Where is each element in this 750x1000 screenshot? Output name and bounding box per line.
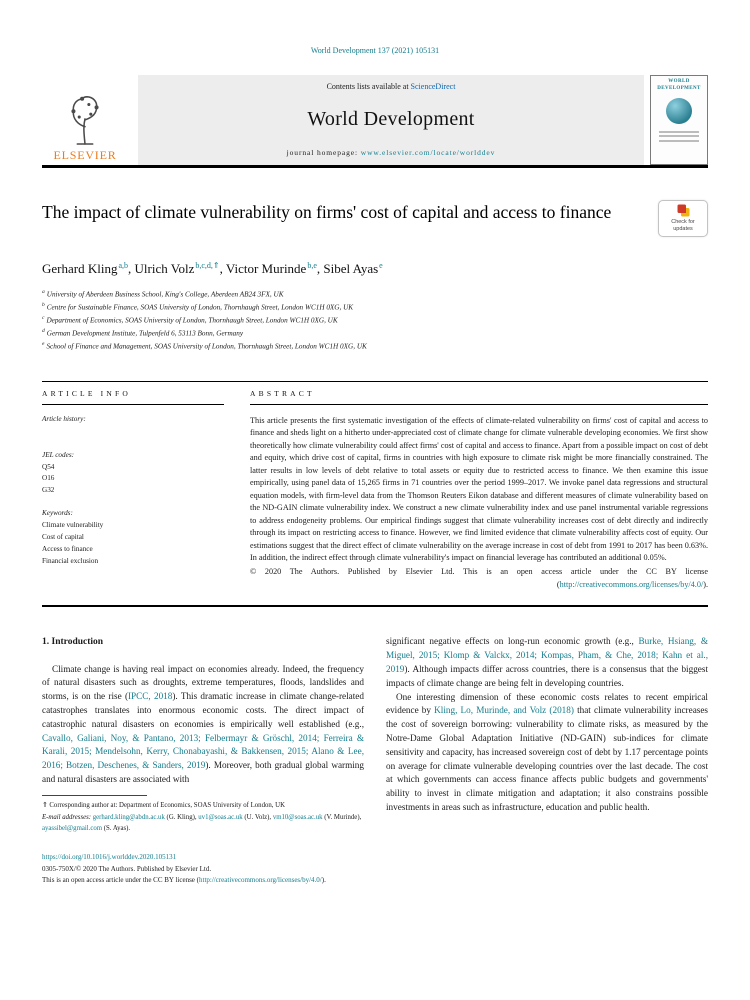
text-segment: One interesting dimension of these economic costs relates to recent empirical evidence by bbox=[386, 691, 708, 716]
jel-code: G32 bbox=[42, 486, 55, 495]
author-separator: , bbox=[128, 261, 135, 277]
author-affiliation-sup[interactable]: e bbox=[379, 261, 383, 270]
article-title: The impact of climate vulnerability on firms' cost of capital and access to finance bbox=[42, 202, 612, 222]
author-separator: , bbox=[219, 261, 226, 277]
affiliation-text: Department of Economics, SOAS University of London, Thornhaugh Street, London WC1H 0XG, UK bbox=[46, 316, 338, 325]
citation-link[interactable]: IPCC, 2018 bbox=[128, 691, 173, 702]
info-abstract-section bbox=[42, 381, 708, 592]
affiliation-text: German Development Institute, Tulpenfeld 6, 53113 Bonn, Germany bbox=[46, 329, 244, 338]
journal-title: World Development bbox=[307, 108, 475, 130]
body-columns bbox=[42, 635, 708, 836]
article-history-label: Article history: bbox=[42, 414, 86, 423]
affiliation-text: School of Finance and Management, SOAS University of London, Thornhaugh Street, London WC1H 0XG, UK bbox=[46, 342, 367, 351]
author-affiliation-sup[interactable]: b,c,d,⇑ bbox=[195, 261, 220, 270]
citation-link[interactable]: Kling, Lo, Murinde, and Volz (2018) bbox=[434, 705, 574, 716]
text-segment: significant negative effects on long-run economic growth (e.g., bbox=[386, 636, 639, 647]
email-link[interactable]: gerhard.kling@abdn.ac.uk bbox=[92, 814, 165, 822]
text-segment: (S. Ayas). bbox=[102, 824, 131, 832]
license-line bbox=[42, 875, 708, 886]
homepage-label: journal homepage: bbox=[286, 148, 361, 157]
author-separator: , bbox=[316, 261, 324, 277]
corresponding-author-note bbox=[42, 801, 364, 812]
sciencedirect-link[interactable]: ScienceDirect bbox=[410, 82, 456, 91]
citation-link[interactable]: Burke, Hsiang, & Miguel, 2015; Klomp & Valckx, 2014; Kompas, Pham, & Che, 2018; Kahn et al., 2019 bbox=[386, 636, 708, 675]
crossmark-icon bbox=[677, 204, 690, 217]
text-segment: (U. Volz), bbox=[242, 814, 273, 822]
email-link[interactable]: uv1@soas.ac.uk bbox=[198, 814, 243, 822]
keywords-label: Keywords: bbox=[42, 509, 73, 518]
affiliation-sup: a bbox=[42, 289, 45, 296]
affiliation-line bbox=[42, 301, 708, 314]
text-segment: (V. Murinde), bbox=[322, 814, 362, 822]
copyright-text: ). bbox=[703, 579, 708, 589]
text-segment: ). This dramatic increase in climate change-related catastrophes translates into enormous economic costs. The direct impact of catastrophic natural disasters on economies is empirically well established (e.g., bbox=[42, 691, 364, 729]
contents-line bbox=[146, 82, 636, 91]
abstract-copyright bbox=[250, 566, 708, 591]
jel-code: Q54 bbox=[42, 462, 55, 471]
issn-copyright-line: 0305-750X/© 2020 The Authors. Published by Elsevier Ltd. bbox=[42, 864, 212, 873]
author-affiliation-sup[interactable]: a,b bbox=[118, 261, 129, 270]
text-segment: This is an open access article under the CC BY license ( bbox=[42, 875, 199, 884]
elsevier-wordmark: ELSEVIER bbox=[53, 148, 117, 162]
cover-title: WORLD DEVELOPMENT bbox=[657, 79, 701, 91]
affiliation-sup: d bbox=[42, 328, 45, 335]
body-column-left bbox=[42, 635, 364, 836]
text-segment: (G. Kling), bbox=[164, 814, 199, 822]
body-column-right bbox=[386, 635, 708, 836]
affiliation-sup: e bbox=[42, 340, 45, 347]
text-segment: ). Moreover, both gradual global warming and natural disasters are associated with bbox=[42, 760, 364, 785]
license-link[interactable]: http://creativecommons.org/licenses/by/4.0/ bbox=[199, 875, 322, 884]
section-end-rule bbox=[42, 605, 708, 607]
author-name: Victor Murinde bbox=[225, 261, 307, 277]
abstract-text: This article presents the first systematic investigation of the effects of climate-related vulnerability on firms' cost of capital and access to finance and sheds light on a hitherto under-appreciated cost of climate change for climate vulnerable developing economies. We first show theoretically how climate vulnerability could affect firms' cost of capital and access to finance. Apart from a possible impact on cost of debt and equity, which drive cost of capital, firms in countries with high exposure to climate risk might be more financially constrained. The latter results in low levels of debt relative to total assets or equity due to restricted access to finance. We then examine this issue empirically, using panel data of 15,265 firms in 71 countries over the period 1999–2017. We invoke panel data regressions and structural equation models, with firm-level data from the Thomson Reuters Eikon database and different measures of climate vulnerability based on the ND-GAIN climate vulnerability index. We construct a new climate vulnerability index and use panel instrumental variable regressions to address endogeneity problems. Our empirical findings suggest that climate vulnerability increases cost of debt directly and indirectly through its impact on restricting access to finance. However, we find limited evidence that climate vulnerability affects cost of equity. Our estimations suggest that the direct effect of climate vulnerability on the average increase in cost of debt from 1991 to 2017 has been 0.63%. In addition, the indirect effect through climate vulnerability's impact on financial leverage has contributed an additional 0.05%. bbox=[250, 415, 708, 563]
elsevier-logo[interactable] bbox=[42, 75, 138, 165]
article-info-header: ARTICLE INFO bbox=[42, 382, 224, 405]
globe-icon bbox=[666, 98, 692, 124]
author bbox=[226, 261, 324, 276]
author bbox=[323, 261, 382, 276]
keyword: Climate vulnerability bbox=[42, 521, 104, 530]
affiliations bbox=[42, 288, 708, 353]
body-paragraph bbox=[42, 663, 364, 787]
author-name: Ulrich Volz bbox=[134, 261, 195, 277]
article-info-column bbox=[42, 382, 224, 592]
body-paragraph bbox=[386, 691, 708, 815]
doi-link[interactable]: https://doi.org/10.1016/j.worlddev.2020.105131 bbox=[42, 853, 177, 862]
homepage-link[interactable]: www.elsevier.com/locate/worlddev bbox=[360, 148, 496, 157]
header-center bbox=[138, 75, 644, 165]
affiliation-line bbox=[42, 327, 708, 340]
keyword: Financial exclusion bbox=[42, 556, 99, 565]
affiliation-sup: b bbox=[42, 302, 45, 309]
keyword: Access to finance bbox=[42, 544, 93, 553]
citation-link[interactable]: Cavallo, Galiani, Noy, & Pantano, 2013; Felbermayr & Gröschl, 2014; Ferreira & Karali, 2015; Mendelsohn, Kerry, Chonabayashi, & Bakkensen, 2015; Alano & Lee, 2016; Botzen, Deschenes, & Sanders, 2019 bbox=[42, 732, 364, 771]
affiliation-sup: c bbox=[42, 315, 45, 322]
text-segment: E-mail addresses: bbox=[42, 814, 93, 822]
jel-codes-label: JEL codes: bbox=[42, 450, 75, 459]
author bbox=[135, 261, 226, 276]
page-footer bbox=[42, 852, 708, 886]
author-affiliation-sup[interactable]: b,e bbox=[307, 261, 317, 270]
cover-text-lines bbox=[659, 128, 700, 144]
email-link[interactable]: ayassibel@gmail.com bbox=[42, 824, 103, 832]
affiliation-text: University of Aberdeen Business School, King's College, Aberdeen AB24 3FX, UK bbox=[46, 290, 284, 299]
license-link[interactable]: http://creativecommons.org/licenses/by/4.0/ bbox=[559, 579, 704, 589]
email-addresses-note bbox=[42, 813, 364, 834]
check-for-updates-badge[interactable] bbox=[658, 200, 708, 237]
journal-header bbox=[42, 75, 708, 165]
affiliation-line bbox=[42, 314, 708, 327]
text-segment: ). Although impacts differ across countries, there is a consensus that the biggest impacts of climate change are being felt in developing countries. bbox=[386, 664, 708, 688]
text-segment: Climate change is having real impact on economies already. Indeed, the frequency of natural disasters such as droughts, extreme temperatures, floods, landslides and storms, is on the rise ( bbox=[42, 663, 364, 702]
text-segment: that climate vulnerability increases the cost of sovereign borrowing: vulnerability to climate risks, as measured by the Notre-Dame Global Adaptation Initiative (ND-GAIN) sub-indices for climate sensitivity and capacity, has increased sovereign cost of debt by 1.17 percentage points on average for climate vulnerable developing countries over the last decade. The cost at which governments can access finance affects public budgets and governments' ability to invest in climate mitigation and adaptation; it also constrains possible investments in areas such as infrastructure, education and public health. bbox=[386, 705, 708, 812]
author-name: Sibel Ayas bbox=[323, 261, 379, 277]
keyword: Cost of capital bbox=[42, 532, 84, 541]
abstract-column bbox=[250, 382, 708, 592]
text-segment: ⇑ Corresponding author at: Department of Economics, SOAS University of London, UK bbox=[42, 801, 285, 809]
author-name: Gerhard Kling bbox=[42, 261, 118, 277]
title-row bbox=[42, 200, 708, 237]
affiliation-line bbox=[42, 288, 708, 301]
body-paragraph bbox=[386, 635, 708, 690]
journal-ref: World Development 137 (2021) 105131 bbox=[310, 46, 440, 55]
affiliation-text: Centre for Sustainable Finance, SOAS University of London, Thornhaugh Street, London WC1H 0XG, UK bbox=[46, 303, 354, 312]
homepage-line bbox=[146, 148, 636, 157]
abstract-header: ABSTRACT bbox=[250, 382, 708, 405]
section-heading: 1. Introduction bbox=[42, 637, 104, 648]
badge-label: Check for updates bbox=[671, 218, 695, 232]
authors-line bbox=[42, 261, 708, 277]
footnote-block bbox=[42, 795, 364, 837]
article-info-content bbox=[42, 414, 224, 568]
text-segment: ). bbox=[321, 875, 326, 884]
affiliation-line bbox=[42, 340, 708, 353]
copyright-text: © 2020 The Authors. Published by Elsevier Ltd. This is an open access article under the CC BY license ( bbox=[250, 567, 708, 589]
footnote-rule bbox=[42, 795, 147, 796]
journal-cover-thumbnail[interactable] bbox=[650, 75, 708, 165]
jel-code: O16 bbox=[42, 474, 55, 483]
elsevier-tree-icon bbox=[59, 90, 111, 146]
header-rule bbox=[42, 165, 708, 168]
email-link[interactable]: vm10@soas.ac.uk bbox=[272, 814, 323, 822]
contents-text: Contents lists available at bbox=[326, 82, 411, 91]
author bbox=[42, 261, 135, 276]
